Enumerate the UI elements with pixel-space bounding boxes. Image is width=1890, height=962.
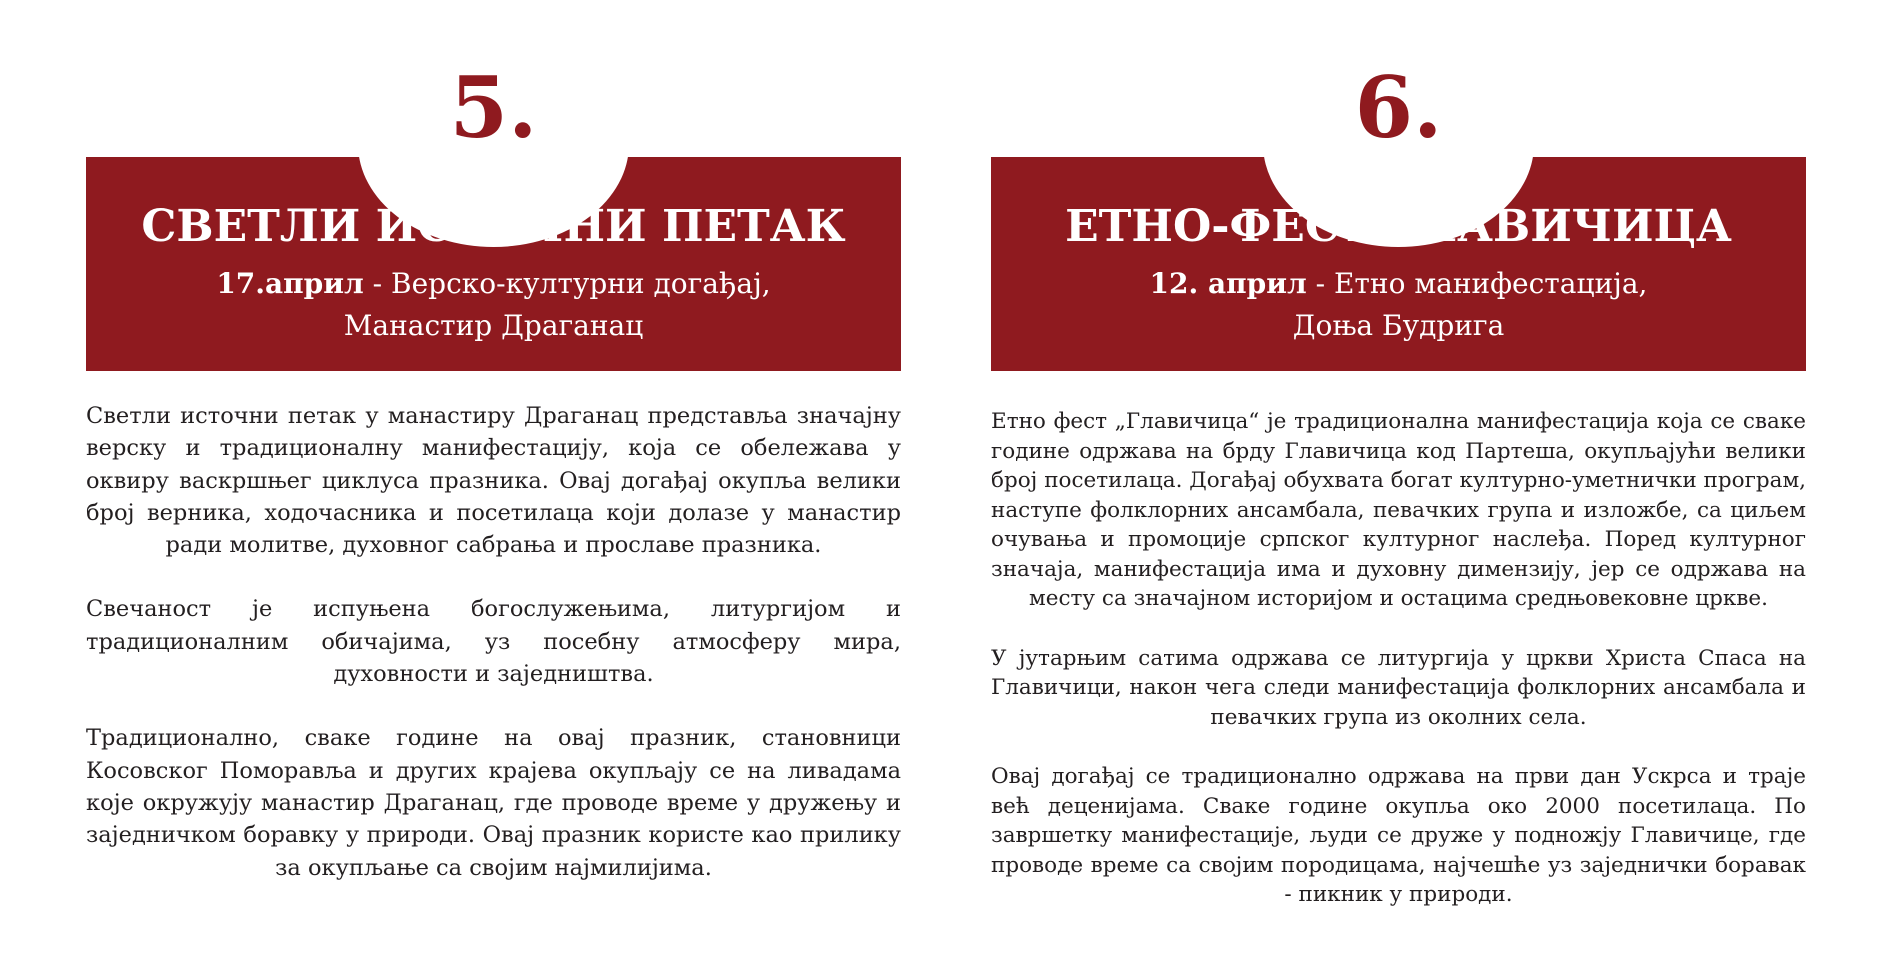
event-subtitle xyxy=(86,263,901,347)
event-type: - Етно манифестација, xyxy=(1306,267,1648,300)
event-banner xyxy=(991,157,1806,371)
event-subtitle xyxy=(991,263,1806,347)
event-date: 12. април xyxy=(1149,267,1307,300)
event-type: - Верско-културни догађај, xyxy=(363,267,771,300)
description-paragraph: Светли источни петак у манастиру Драганац представља значајну верску и традиционалну манифестацију, која се обележава у оквиру васкршњег циклуса празника. Овај догађај окупља велики број верника, ходочасника и посетилаца који долазе у манастир ради молитве, духовног сабрања и прославе празника. xyxy=(86,403,901,559)
event-description xyxy=(86,400,901,884)
description-paragraph: Етно фест „Главичица“ је традиционална манифестација која се сваке године одржава на брду Главичица код Партеша, окупљајући велики број посетилаца. Догађај обухвата богат културно-уметнички програм, наступе фолклорних ансамбала, певачких група и изложбе, са циљем очувања и промоције српског културног наслеђа. Поред културног значаја, манифестација има и духовну димензију, јер се одржава на месту са значајном историјом и остацима средњовековне цркве. xyxy=(991,409,1806,611)
event-title: ЕТНО-ФЕСТ ГЛАВИЧИЦА xyxy=(1065,201,1732,252)
event-banner xyxy=(86,157,901,371)
event-location: Манастир Драганац xyxy=(343,309,644,342)
description-paragraph: Овај догађај се традиционално одржава на први дан Ускрса и траје већ деценијама. Сваке године окупља око 2000 посетилаца. По завршетку манифестације, људи се друже у подножју Главичице, где проводе време са својим породицама, најчешће уз заједнички боравак - пикник у природи. xyxy=(991,764,1806,907)
description-paragraph: Традиционално, сваке године на овај празник, становници Косовског Поморавља и других крајева окупљају се на ливадама које окружују манастир Драганац, где проводе време у дружењу и заједничком боравку у природи. Овај празник користе као прилику за окупљање са својим најмилијима. xyxy=(86,725,901,881)
event-location: Доња Будрига xyxy=(1292,309,1505,342)
event-date: 17.април xyxy=(216,267,364,300)
event-title: СВЕТЛИ ИСТОЧНИ ПЕТАК xyxy=(141,201,846,252)
event-description xyxy=(991,407,1806,910)
event-number: 6. xyxy=(1354,58,1443,157)
description-paragraph: Свечаност је испуњена богослужењима, литургијом и традиционалним обичајима, уз посебну атмосферу мира, духовности и заједништва. xyxy=(86,596,901,688)
event-number: 5. xyxy=(449,58,538,157)
description-paragraph: У јутарњим сатима одржава се литургија у цркви Христа Спаса на Главичици, након чега следи манифестација фолклорних ансамбала и певачких група из околних села. xyxy=(991,645,1806,730)
